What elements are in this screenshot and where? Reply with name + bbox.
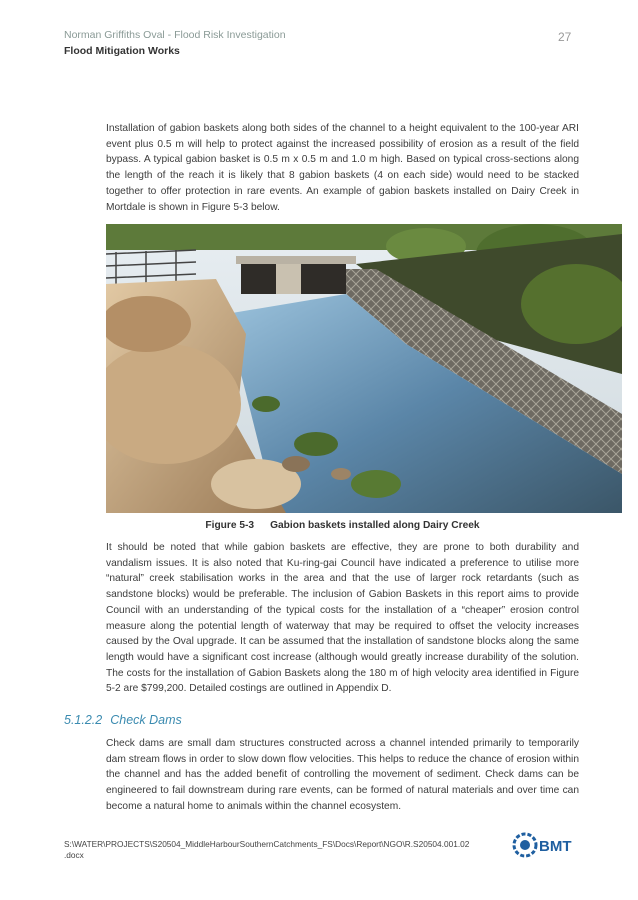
footer-path-line2: .docx — [64, 850, 84, 860]
page-number: 27 — [558, 30, 572, 44]
section-title: Check Dams — [110, 713, 182, 727]
gabion-baskets-photo — [106, 224, 622, 513]
bmt-logo-icon — [510, 830, 590, 860]
footer-path-line1: S:\WATER\PROJECTS\S20504_MiddleHarbourSouthernCatchments_FS\Docs\Report\NGO\R.S20504.001.02 — [64, 839, 470, 849]
figure-caption — [106, 520, 579, 531]
figure-caption-text: Gabion baskets installed along Dairy Creek — [270, 520, 480, 531]
running-header-subtitle: Flood Mitigation Works — [64, 45, 180, 57]
section-heading-check-dams — [64, 713, 182, 727]
bmt-logo — [510, 830, 590, 860]
body-paragraph-gabion-costs: It should be noted that while gabion baskets are effective, they are prone to both durability and vandalism issues. It is also noted that Ku-ring-gai Council have indicated a preference to utilise more “natural” creek stabilisation works in the area and that the use of larger rock retardants (such as sandstone blocks) would be preferable. The inclusion of Gabion Baskets in this report aims to provide Council with an understanding of the typical costs for the installation of a “cheaper” erosion control measure along the potential length of waterway that may be required to offset the velocity increases caused by the Oval upgrade. It can be assumed that the installation of sandstone blocks along the same length would have a significant cost increase (although would greatly increase durability of the solution. The costs for the installation of Gabion Baskets along the 180 m of high velocity area identified in Figure 5-2 are $799,200. Detailed costings are outlined in Appendix D. — [106, 542, 579, 695]
running-header-title: Norman Griffiths Oval - Flood Risk Investigation — [64, 29, 286, 41]
footer-file-path — [64, 839, 469, 861]
body-paragraph-check-dams: Check dams are small dam structures constructed across a channel intended primarily to temporarily dam stream flows in order to slow down flow velocities. This helps to reduce the chance of erosion within the channel and has the added benefit of controlling the movement of sediment. Check dams can be engineered to fail downstream during rare events, can be formed of natural materials and over time can become a natural home to animals within the channel ecosystem. — [106, 738, 579, 812]
figure-number: Figure 5-3 — [205, 520, 255, 531]
section-number: 5.1.2.2 — [64, 713, 103, 727]
creek-photo-illustration — [106, 224, 622, 513]
body-paragraph-gabion-intro: Installation of gabion baskets along both sides of the channel to a height equivalent to the 100-year ARI event plus 0.5 m will help to protect against the increased possibility of erosion as a result of the field bypass. A typical gabion basket is 0.5 m x 0.5 m and 1.0 m high. Based on typical cross-sections along the length of the reach it is likely that 8 gabion baskets (4 on each side) would need to be stacked together to offer protection in rare events. An example of gabion baskets installed on Dairy Creek in Mortdale is shown in Figure 5-3 below. — [106, 123, 579, 213]
logo-text: BMT — [539, 838, 572, 855]
